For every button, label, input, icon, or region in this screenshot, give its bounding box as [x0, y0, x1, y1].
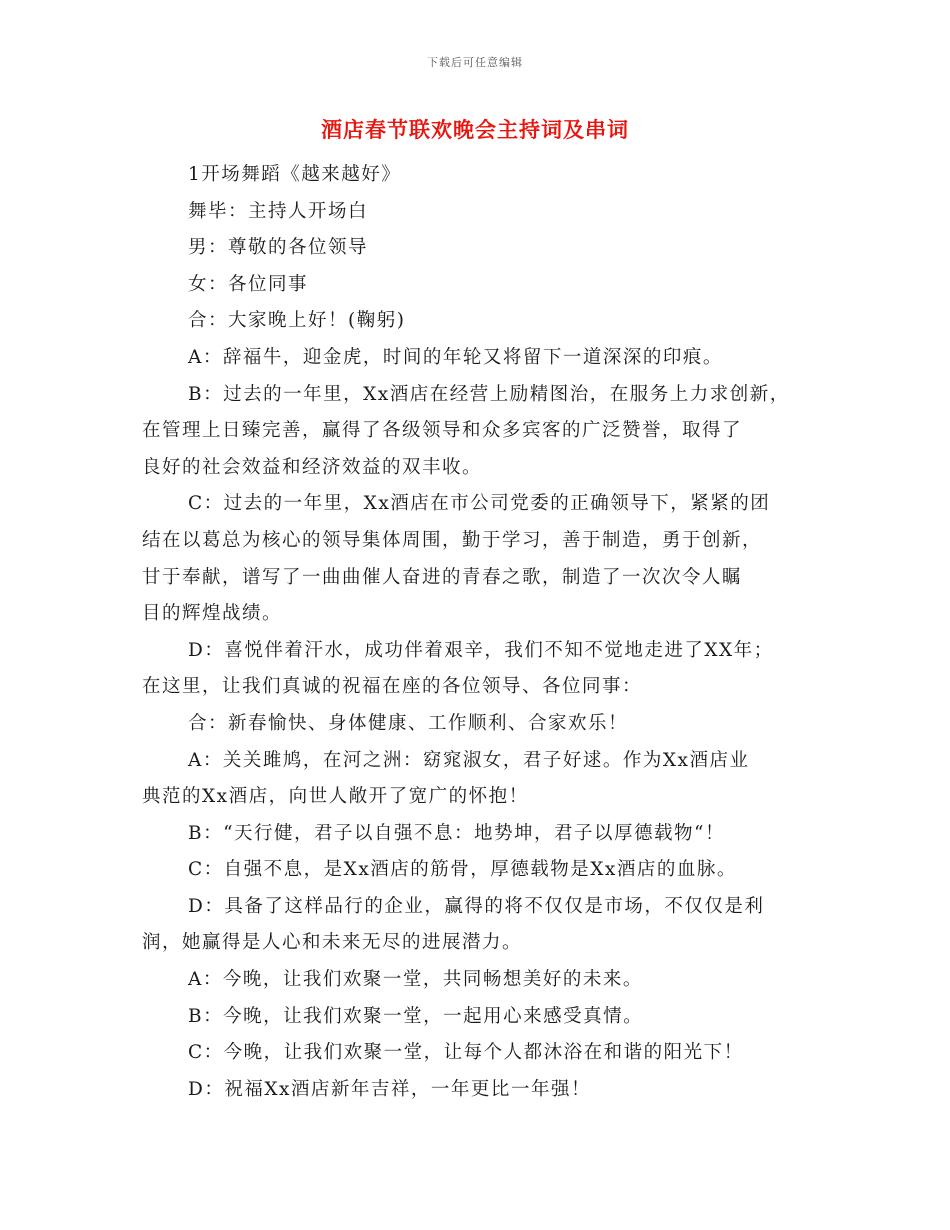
- paragraph: [142, 706, 832, 743]
- paragraph: [142, 230, 832, 267]
- text-line: 良好的社会效益和经济效益的双丰收。: [142, 456, 483, 478]
- text-line: C：自强不息，是Xx酒店的筋骨，厚德载物是Xx酒店的血脉。: [188, 859, 737, 881]
- text-line: 1开场舞蹈《越来越好》: [188, 164, 402, 185]
- text-line: 舞毕：主持人开场白: [188, 200, 369, 222]
- header-note: 下载后可任意编辑: [427, 56, 523, 69]
- text-line: 结在以葛总为核心的领导集体周围，勤于学习，善于制造，勇于创新，: [142, 529, 763, 551]
- paragraph: [142, 267, 832, 304]
- text-line: 典范的Xx酒店，向世人敞开了宽广的怀抱！: [142, 786, 529, 808]
- paragraph: [142, 303, 832, 340]
- paragraph: [142, 340, 832, 377]
- text-line: 润，她赢得是人心和未来无尽的进展潜力。: [142, 932, 523, 954]
- text-line: 在管理上日臻完善，赢得了各级领导和众多宾客的广泛赞誉，取得了: [142, 420, 743, 442]
- text-line: 女：各位同事: [188, 273, 309, 295]
- paragraph: [142, 962, 832, 999]
- paragraph: [142, 1072, 832, 1109]
- document-body: [142, 157, 832, 1108]
- paragraph: [142, 999, 832, 1036]
- paragraph: [142, 194, 832, 231]
- text-line: B：今晚，让我们欢聚一堂，一起用心来感受真情。: [188, 1005, 644, 1027]
- paragraph: [142, 633, 832, 706]
- text-line: 在这里，让我们真诚的祝福在座的各位领导、各位同事：: [142, 676, 643, 698]
- text-line: A：辞福牛，迎金虎，时间的年轮又将留下一道深深的印痕。: [188, 346, 723, 368]
- paragraph: [142, 852, 832, 889]
- text-line: D：具备了这样品行的企业，赢得的将不仅仅是市场，不仅仅是利: [188, 895, 765, 917]
- text-line: B：过去的一年里，Xx酒店在经营上励精图治，在服务上力求创新，: [188, 383, 790, 405]
- text-line: 目的辉煌战绩。: [142, 603, 283, 625]
- paragraph: [142, 486, 832, 632]
- paragraph: [142, 157, 832, 194]
- text-line: B：“天行健，君子以自强不息：地势坤，君子以厚德载物“！: [188, 822, 726, 844]
- text-line: A：今晚，让我们欢聚一堂，共同畅想美好的未来。: [188, 969, 643, 991]
- paragraph: [142, 816, 832, 853]
- paragraph: [142, 743, 832, 816]
- text-line: 合：新春愉快、身体健康、工作顺利、合家欢乐！: [188, 712, 629, 734]
- paragraph: [142, 1035, 832, 1072]
- text-line: C：今晚，让我们欢聚一堂，让每个人都沐浴在和谐的阳光下！: [188, 1042, 744, 1064]
- text-line: 男：尊敬的各位领导: [188, 237, 369, 259]
- text-line: 合：大家晚上好！(鞠躬): [188, 310, 406, 332]
- text-line: C：过去的一年里，Xx酒店在市公司党委的正确领导下，紧紧的团: [188, 493, 771, 515]
- text-line: 甘于奉献，谱写了一曲曲催人奋进的青春之歌，制造了一次次令人瞩: [142, 566, 743, 588]
- document-title: 酒店春节联欢晚会主持词及串词: [321, 117, 629, 142]
- text-line: D：祝福Xx酒店新年吉祥，一年更比一年强！: [188, 1078, 591, 1100]
- text-line: A：关关雎鸠，在河之洲：窈窕淑女，君子好逑。作为Xx酒店业: [188, 749, 750, 771]
- paragraph: [142, 889, 832, 962]
- text-line: D：喜悦伴着汗水，成功伴着艰辛，我们不知不觉地走进了XX年；: [188, 639, 774, 661]
- paragraph: [142, 377, 832, 487]
